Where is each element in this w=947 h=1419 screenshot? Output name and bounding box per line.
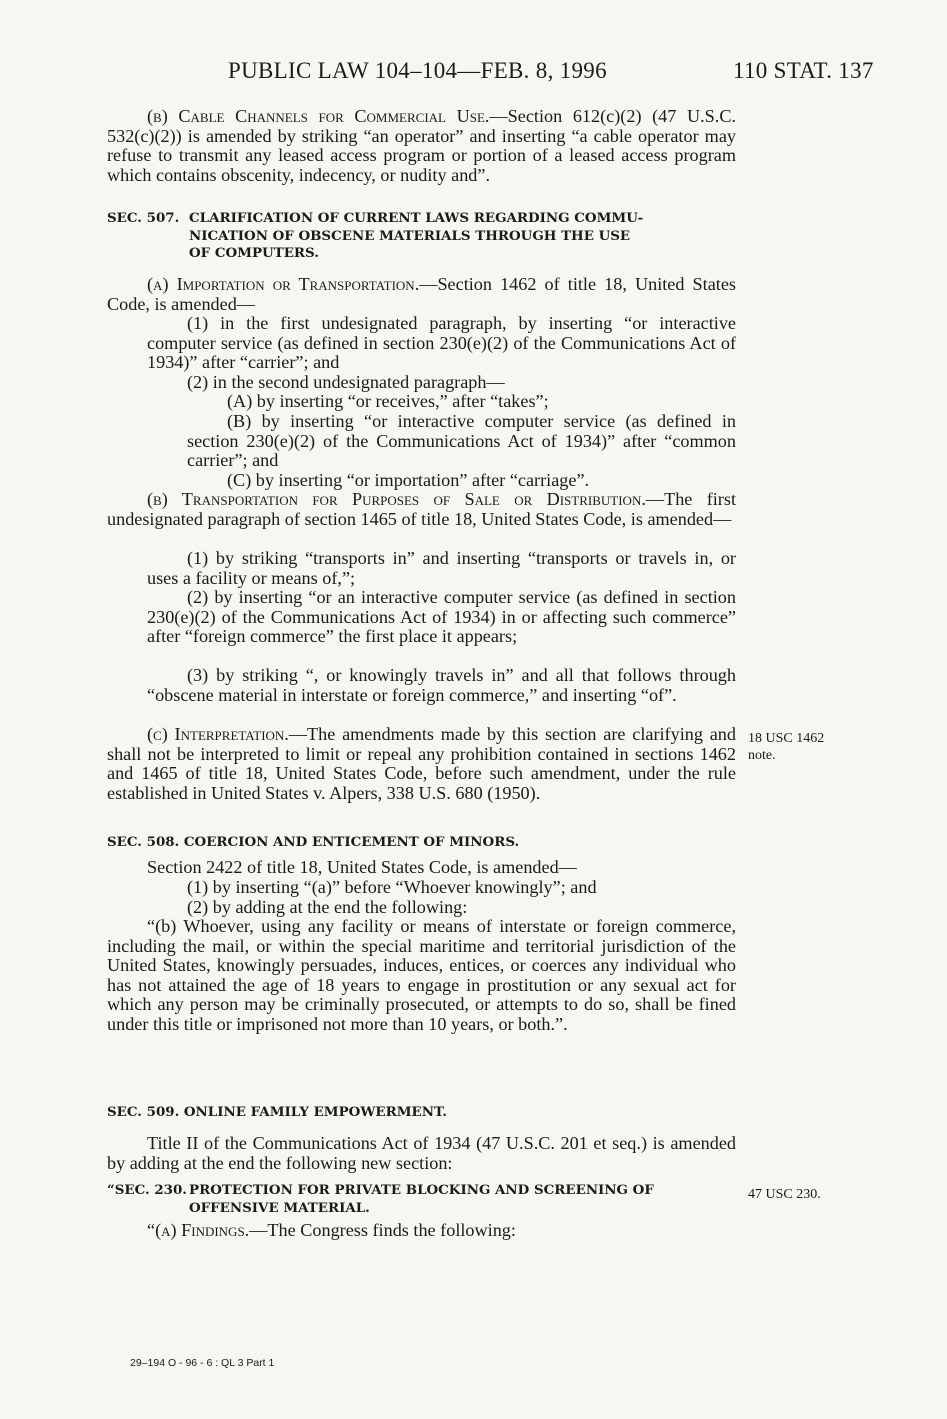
section-title: NICATION OF OBSCENE MATERIALS THROUGH THE USE [189,227,631,244]
paragraph-509-intro: Title II of the Communications Act of 1934 (47 U.S.C. 201 et seq.) is amended by adding at the end the following new section: [107,1133,736,1173]
paragraph-507-b1: (1) by striking “transports in” and inserting “transports or travels in, or uses a facility or means of,”; [147,548,736,588]
paragraph-507-a2: (2) in the second undesignated paragraph— [187,372,505,392]
paragraph-508-1: (1) by inserting “(a)” before “Whoever knowingly”; and [187,877,597,897]
subsection-heading: (b) Transportation for Purposes of Sale or Distribution. [147,489,646,509]
section-title: PROTECTION FOR PRIVATE BLOCKING AND SCREENING OF [189,1182,654,1198]
paragraph-507-b [107,490,736,529]
paragraph-507-a2B: (B) by inserting “or interactive computer service (as defined in section 230(e)(2) of the Communications Act of 1934)” after “common carrier”; and [187,411,736,471]
paragraph-text: —The Congress finds the following: [249,1220,516,1240]
margin-note-text: 18 USC 1462 [748,731,825,746]
paragraph-508-intro: Section 2422 of title 18, United States Code, is amended— [147,857,577,877]
margin-note-18-usc-1462 [748,730,824,764]
paragraph-508-quote: “(b) Whoever, using any facility or means of interstate or foreign commerce, including the mail, or within the special maritime and territorial jurisdiction of the United States, knowingly persuades, induces, entices, or coerces any individual who has not attained the age of 18 years to engage in prostitution or any sexual act for which any person may be criminally prosecuted, or attempts to do so, shall be fined under this title or imprisoned not more than 10 years, or both.”. [107,916,736,1034]
subsection-heading: (c) Interpretation. [147,724,289,744]
paragraph-508-2: (2) by adding at the end the following: [187,897,468,917]
section-title: CLARIFICATION OF CURRENT LAWS REGARDING COMMU- [189,210,644,226]
section-number: SEC. 507. [107,210,180,226]
paragraph-507-a2C: (C) by inserting “or importation” after “carriage”. [227,470,590,490]
paragraph-text: —Section 612(c)(2) (47 U.S.C. 532(c)(2)) is amended by striking “an operator” and inserting “a cable operator may refuse to transmit any leased access program or portion of a leased access program which contains obscenity, indecency, or nudity and”. [107,106,737,185]
subsection-heading: “(a) Findings. [147,1220,250,1240]
paragraph-507-c [107,725,736,803]
section-title: OFFENSIVE MATERIAL. [189,1199,370,1216]
paragraph-text: —The first undesignated paragraph of section 1465 of title 18, United States Code, is amended— [107,489,736,529]
paragraph-507-a1: (1) in the first undesignated paragraph, by inserting “or interactive computer service (as defined in section 230(e)(2) of the Communications Act of 1934)” after “carrier”; and [147,313,736,373]
paragraph-230-a [107,1221,736,1241]
paragraph-507-b3: (3) by striking “, or knowingly travels in” and all that follows through “obscene material in interstate or foreign commerce,” and inserting “of”. [147,665,736,705]
printing-footer: 29–194 O - 96 - 6 : QL 3 Part 1 [130,1357,275,1369]
section-heading-509: SEC. 509. ONLINE FAMILY EMPOWERMENT. [107,1104,447,1120]
section-heading-230 [107,1182,747,1217]
running-header: PUBLIC LAW 104–104—FEB. 8, 1996 [228,58,607,83]
subsection-heading: (b) Cable Channels for Commercial Use. [147,106,490,126]
paragraph-text: —Section 1462 of title 18, United States Code, is amended— [107,274,736,314]
paragraph-text: —The amendments made by this section are clarifying and shall not be interpreted to limit or repeal any prohibition contained in sections 1462 and 1465 of title 18, United States Code, before such amendment, under the rule established in United States v. Alpers, 338 U.S. 680 (1950). [107,724,736,803]
section-number: “SEC. 230. [107,1182,187,1198]
paragraph-b-cable-channels [107,107,736,185]
margin-note-text: note. [748,748,776,763]
subsection-heading: (a) Importation or Transportation. [147,274,420,294]
margin-note-47-usc-230: 47 USC 230. [748,1187,821,1202]
statute-page-number: 110 STAT. 137 [733,58,874,83]
paragraph-507-a [107,275,736,314]
section-heading-507 [107,210,747,263]
paragraph-507-b2: (2) by inserting “or an interactive computer service (as defined in section 230(e)(2) of the Communications Act of 1934) in or affecting such commerce” after “foreign commerce” the first place it appears; [147,587,736,647]
section-title: OF COMPUTERS. [189,245,319,261]
paragraph-507-a2A: (A) by inserting “or receives,” after “takes”; [227,391,549,411]
section-heading-508: SEC. 508. COERCION AND ENTICEMENT OF MINORS. [107,834,520,850]
